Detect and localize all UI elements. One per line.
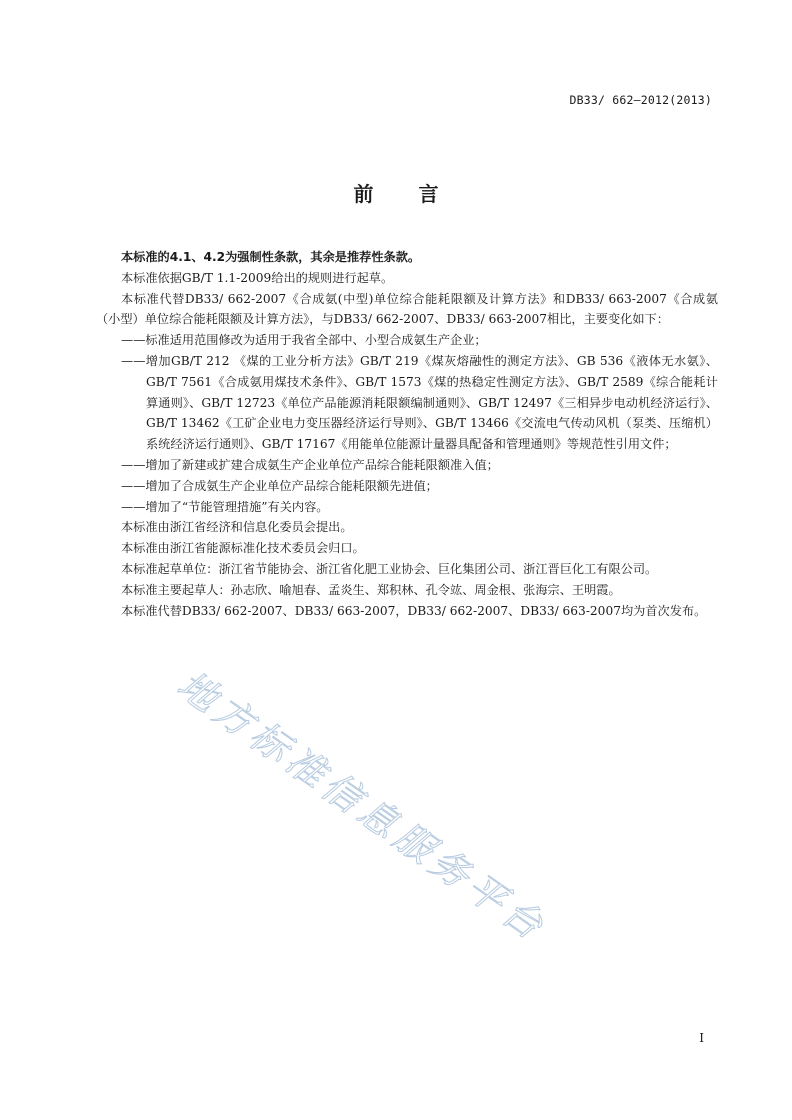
paragraph-committee: 本标准由浙江省能源标准化技术委员会归口。 [121,541,365,556]
change-item-entry-value: ——增加了新建或扩建合成氨生产企业单位产品综合能耗限额准入值； [121,457,499,472]
paragraph-drafting-units: 本标准起草单位：浙江省节能协会、浙江省化肥工业协会、巨化集团公司、浙江晋巨化工有限公司。 [121,561,658,576]
paragraph-mandatory-clauses: 本标准的4.1、4.2为强制性条款，其余是推荐性条款。 [121,250,421,264]
change-item-management: ——增加了“节能管理措施”有关内容。 [121,499,329,514]
page-title [0,178,792,207]
paragraph-drafting-rules: 本标准依据GB/T 1.1-2009给出的规则进行起草。 [121,270,394,285]
paragraph-drafters: 本标准主要起草人：孙志欣、喻旭春、孟炎生、郑积林、孔令竑、周金根、张海宗、王明霞。 [121,582,621,597]
foreword-body [96,247,718,621]
title-char-2: 言 [418,182,439,206]
change-item-advanced-value: ——增加了合成氨生产企业单位产品综合能耗限额先进值； [121,478,438,493]
change-item-scope: ——标准适用范围修改为适用于我省全部中、小型合成氨生产企业； [121,333,487,348]
paragraph-proposer: 本标准由浙江省经济和信息化委员会提出。 [121,520,353,535]
page-number: I [699,1031,704,1045]
watermark: 地方标准信息服务平台 [169,662,556,951]
title-char-1: 前 [353,182,374,206]
change-item-references: ——增加GB/T 212 《煤的工业分析方法》GB/T 219《煤灰熔融性的测定方法》、GB 536《液体无水氨》、GB/T 7561《合成氨用煤技术条件》、GB/T 1573《煤的热稳定性测定方法》、GB/T 2589《综合能耗计算通则》、GB/T 12723《单位产品能源消耗限额编制通则》、GB/T 12497《三相异步电动机经济运行》、GB/T 13462《工矿企业电力变压器经济运行导则》、GB/T 13466《交流电气传动风机（泵类、压缩机）系统经济运行通则》、GB/T 17167《用能单位能源计量器具配备和管理通则》等规范性引用文件； [121,353,718,452]
paragraph-history: 本标准代替DB33/ 662-2007、DB33/ 663-2007，DB33/ 662-2007、DB33/ 663-2007均为首次发布。 [121,603,707,618]
paragraph-replacement: 本标准代替DB33/ 662-2007《合成氨(中型)单位综合能耗限额及计算方法》和DB33/ 663-2007《合成氨（小型）单位综合能耗限额及计算方法》，与DB33/ 662-2007、DB33/ 663-2007相比，主要变化如下： [96,291,718,327]
standard-code: DB33/ 662—2012(2013) [569,93,712,107]
